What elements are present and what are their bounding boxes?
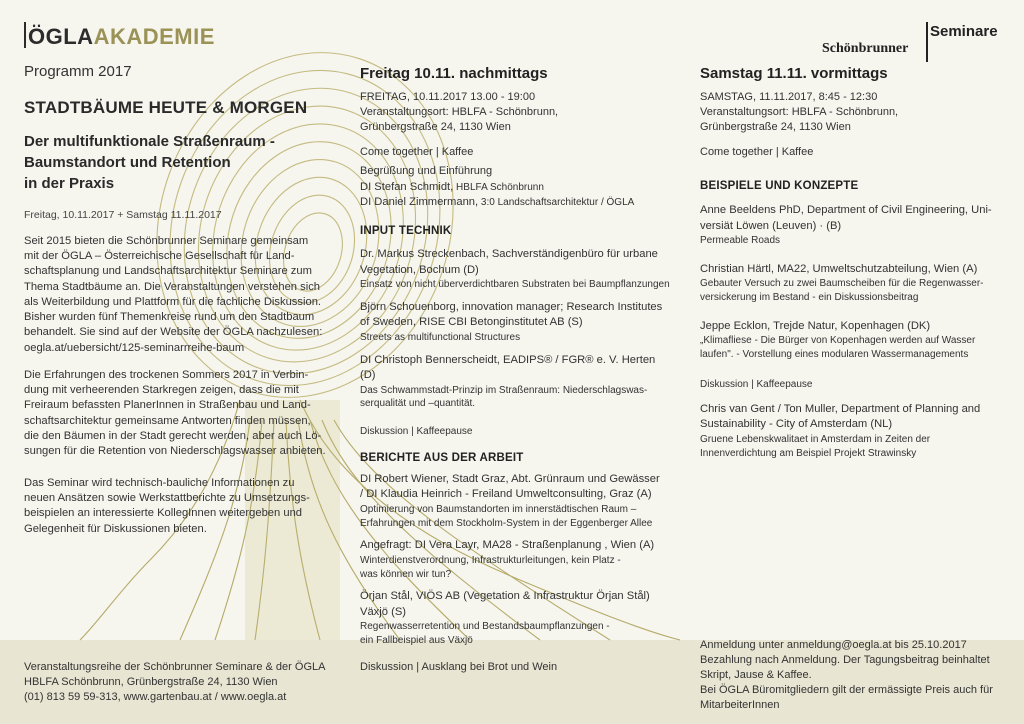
speaker-name: DI Stefan Schmidt, (360, 180, 454, 193)
footer-contact (24, 660, 344, 705)
speaker-name: DI Daniel Zimmermann, (360, 196, 479, 208)
logo-bar (24, 22, 26, 48)
speaker-line: Örjan Stål, VIÖS AB (Vegetation & Infrastruktur Örjan Stål) (360, 590, 650, 603)
input-technik-heading: INPUT TECHNIK (360, 225, 452, 238)
talk-van-gent (700, 402, 1000, 461)
ogla-akademie-logo (24, 22, 215, 52)
website-link[interactable]: oegla.at/uebersicht/125-seminarrreihe-baum (24, 341, 245, 354)
friday-title: Freitag 10.11. nachmittags (360, 65, 548, 82)
info-line: Grünbergstraße 24, 1130 Wien (360, 121, 511, 134)
registration-info (700, 638, 1000, 713)
text-line: behandelt. Sie sind auf der Website der ÖGLA nachzulesen: (24, 326, 323, 339)
speaker-org: HBLFA Schönbrunn (453, 181, 544, 193)
talk-title: Erfahrungen mit dem Stockholm-System in der Eggenberger Allee (360, 517, 653, 529)
speaker-org: EADIPS® / FGR® e. V. Herten (D) (360, 353, 656, 382)
seminar-paragraph (24, 476, 334, 537)
saturday-section (700, 64, 1000, 460)
speaker-org: innovation manager; Research Institutes (458, 301, 663, 314)
speaker-line: Jeppe Ecklon, Trejde Natur, Kopenhagen (DK) (700, 319, 931, 332)
talk-title: versickerung im Bestand - ein Diskussionsbeitrag (700, 292, 919, 304)
saturday-title: Samstag 11.11. vormittags (700, 65, 888, 82)
speaker-org: 3:0 Landschaftsarchitektur / ÖGLA (478, 197, 635, 208)
text-line: sungen für die Retention von Niederschlagswasser anbieten. (24, 445, 326, 458)
speaker-line: versiät Löwen (Leuven) · (B) (700, 219, 842, 232)
info-line: SAMSTAG, 11.11.2017, 8:45 - 12:30 (700, 90, 878, 103)
text-line: die den Bäumen in der Stadt gerecht werden, aber auch Lö- (24, 429, 322, 442)
friday-break: Diskussion | Kaffeepause (360, 426, 473, 438)
info-line: FREITAG, 10.11.2017 13.00 - 19:00 (360, 90, 536, 103)
speaker-org: of Sweden, RISE CBI Betonginstitutet AB (S) (360, 316, 583, 329)
text-line: Die Erfahrungen des trockenen Sommers 2017 in Verbin- (24, 369, 309, 381)
text-line: als Weiterbildung und Plattform für die fachliche Diskussion. (24, 295, 322, 308)
talk-wiener (360, 472, 670, 531)
text-line: neuen Ansätzen sowie Werkstattberichte zu Umsetzungs- (24, 492, 310, 505)
reg-line: Skript, Jause & Kaffee. (700, 668, 812, 681)
saturday-break: Diskussion | Kaffeepause (700, 379, 813, 391)
text-line: Seit 2015 bieten die Schönbrunner Seminare gemeinsam (24, 235, 309, 247)
info-line: Veranstaltungsort: HBLFA - Schönbrunn, (700, 105, 899, 118)
experience-paragraph (24, 368, 334, 459)
friday-info (360, 90, 670, 136)
friday-section (360, 64, 670, 675)
talk-title: was können wir tun? (360, 568, 452, 580)
text-line: schaftsarchitektur gemeinsame Antworten finden müssen, (24, 414, 311, 427)
talk-title: ein Fallbeispiel aus Växjö (360, 635, 473, 647)
reg-line: Bezahlung nach Anmeldung. Der Tagungsbeitrag beinhaltet (700, 653, 990, 666)
page-title: STADTBÄUME HEUTE & MORGEN (24, 98, 308, 117)
subtitle-line: Baumstandort und Retention (24, 154, 231, 171)
speaker-name: DI Christoph Bennerscheidt, (360, 353, 500, 366)
talk-title: laufen". - Vorstellung eines modularen Wassermanagements (700, 349, 969, 361)
saturday-come-together: Come together | Kaffee (700, 146, 814, 159)
text-line: mit der ÖGLA – Österreichische Gesellschaft für Land- (24, 250, 295, 263)
friday-closing: Diskussion | Ausklang bei Brot und Wein (360, 660, 558, 673)
seminare-label: Seminare (930, 23, 998, 40)
event-dates: Freitag, 10.11.2017 + Samstag 11.11.2017 (24, 209, 222, 221)
speaker-line: / DI Klaudia Heinrich - Freiland Umweltconsulting, Graz (A) (360, 488, 652, 501)
subtitle-line: in der Praxis (24, 175, 115, 192)
speaker-line: DI Robert Wiener, Stadt Graz, Abt. Grünraum und Gewässer (360, 472, 660, 485)
text-line: Gelegenheit für Diskussionen bieten. (24, 522, 207, 535)
talk-title: Regenwasserretention und Bestandsbaumpflanzungen - (360, 621, 610, 633)
text-line: Das Seminar wird technisch-bauliche Informationen zu (24, 477, 295, 489)
programm-year: Programm 2017 (24, 63, 132, 80)
talk-streckenbach (360, 247, 670, 292)
talk-title: Gebauter Versuch zu zwei Baumscheiben für die Regenwasser- (700, 278, 984, 290)
text-line: dung mit verheerenden Starkregen zeigen, dass die mit (24, 384, 299, 397)
talk-title: Einsatz von nicht überverdichtbaren Substraten bei Baumpflanzungen (360, 279, 670, 291)
talk-title: serqualität und –quantität. (360, 398, 476, 410)
logo-akademie: AKADEMIE (93, 24, 215, 49)
speaker-org: Sachverständigenbüro für urbane (488, 248, 658, 261)
logo-ogla: ÖGLA (28, 24, 94, 49)
footer-line: (01) 813 59 59-313, www.gartenbau.at / www.oegla.at (24, 690, 287, 703)
subtitle-line: Der multifunktionale Straßenraum - (24, 133, 275, 150)
reg-line: Bei ÖGLA Büromitgliedern gilt der ermässigte Preis auch für (700, 683, 993, 696)
speaker-zimmermann (360, 195, 670, 210)
talk-title: „Klimafliese - Die Bürger von Kopenhagen werden auf Wasser (700, 335, 976, 347)
talk-layr (360, 538, 670, 581)
talk-title: Streets as multifunctional Structures (360, 331, 521, 343)
text-line: Bisher wurden fünf Themenkreise rund um den Stadtbaum (24, 311, 315, 324)
speaker-name: Björn Schouenborg, (360, 301, 459, 314)
talk-beeldens (700, 203, 1000, 248)
speaker-name: Dr. Markus Streckenbach, (360, 248, 489, 261)
speaker-schmidt (360, 180, 670, 195)
talk-title: Winterdienstverordnung, Infrastrukturleitungen, kein Platz - (360, 554, 621, 566)
speaker-line: Växjö (S) (360, 605, 407, 618)
text-line: beispielen an interessierte KollegInnen weitergeben und (24, 507, 303, 520)
speaker-line: Sustainability - City of Amsterdam (NL) (700, 418, 893, 431)
text-line: schaftsplanung und Landschaftsarchitektur Seminare zum (24, 265, 312, 278)
talk-stal (360, 589, 670, 648)
speaker-line: Christian Härtl, MA22, Umweltschutzabteilung, Wien (A) (700, 262, 978, 275)
footer-line: HBLFA Schönbrunn, Grünbergstraße 24, 1130 Wien (24, 675, 278, 688)
talk-schouenborg (360, 300, 670, 345)
reg-line: MitarbeiterInnen (700, 698, 780, 711)
footer-line: Veranstaltungsreihe der Schönbrunner Seminare & der ÖGLA (24, 661, 326, 673)
info-line: Grünbergstraße 24, 1130 Wien (700, 121, 851, 134)
talk-title: Optimierung von Baumstandorten im innerstädtischen Raum – (360, 503, 637, 515)
speaker-name: DI Vera Layr, MA28 - Straßenplanung , Wien (A) (414, 539, 655, 552)
text-line: Freiraum befassten PlanerInnen in Straßenbau und Land- (24, 399, 311, 412)
friday-welcome: Begrüßung und Einführung (360, 165, 493, 178)
speaker-line: Chris van Gent / Ton Muller, Department of Planning and (700, 402, 981, 415)
logo-divider (926, 22, 928, 62)
registration-email[interactable]: Anmeldung unter anmeldung@oegla.at bis 25.10.2017 (700, 639, 967, 651)
saturday-info (700, 90, 1000, 136)
subtitle (24, 131, 324, 194)
talk-title: Das Schwammstadt-Prinzip im Straßenraum: Niederschlagswas- (360, 384, 648, 396)
talk-title: Innenverdichtung am Beispiel Projekt Strawinsky (700, 447, 917, 459)
speaker-org: Vegetation, Bochum (D) (360, 263, 479, 276)
speaker-line: Anne Beeldens PhD, Department of Civil Engineering, Uni- (700, 204, 992, 217)
intro-paragraph (24, 234, 334, 356)
friday-come-together: Come together | Kaffee (360, 146, 474, 159)
text-line: Thema Stadtbäume an. Die Veranstaltungen verstehen sich (24, 280, 321, 293)
info-line: Veranstaltungsort: HBLFA - Schönbrunn, (360, 105, 559, 118)
talk-bennerscheidt (360, 353, 670, 412)
talk-title: Gruene Lebenskwalitaet in Amsterdam in Zeiten der (700, 433, 931, 445)
schoenbrunner-label: Schönbrunner (822, 41, 909, 56)
talk-ecklon (700, 319, 1000, 362)
beispiele-heading: BEISPIELE UND KONZEPTE (700, 180, 859, 193)
request-label: Angefragt: (360, 539, 415, 552)
berichte-heading: BERICHTE AUS DER ARBEIT (360, 452, 524, 465)
talk-title: Permeable Roads (700, 235, 781, 247)
talk-haertl (700, 262, 1000, 305)
